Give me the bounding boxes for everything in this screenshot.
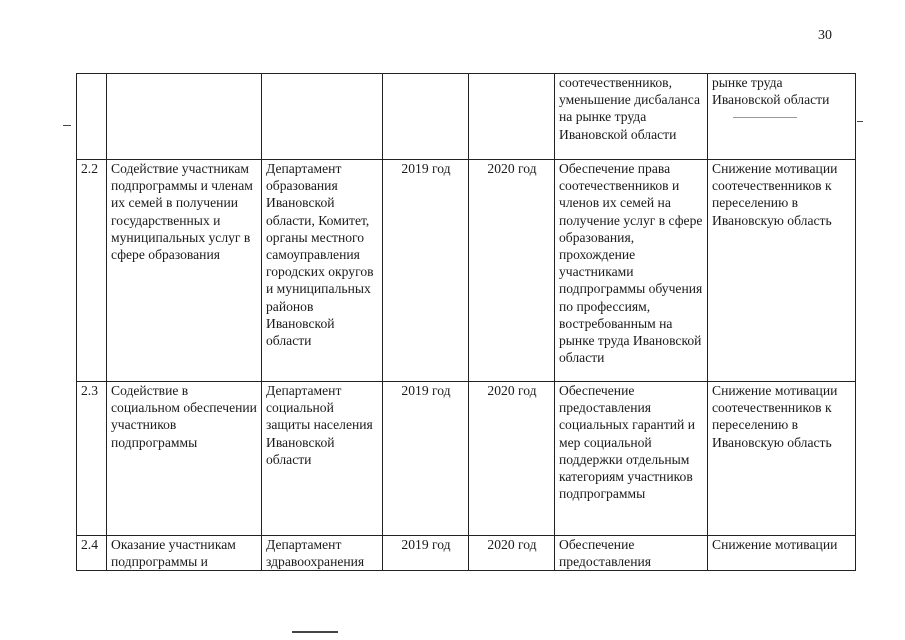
scan-mark <box>292 631 338 633</box>
end-year-cell: 2020 год <box>469 382 555 536</box>
consequence-cell: рынке труда Ивановской области <box>708 74 856 160</box>
result-cell: Обеспечение предоставления <box>555 536 708 571</box>
activity-cell: Содействие участникам подпрограммы и членам их семей в получении государственных и муниципальных услуг в сфере образования <box>107 160 262 382</box>
start-year-cell <box>383 74 469 160</box>
result-cell: соотечественников, уменьшение дисбаланса на рынке труда Ивановской области <box>555 74 708 160</box>
consequence-cell: Снижение мотивации <box>708 536 856 571</box>
activity-cell: Оказание участникам подпрограммы и <box>107 536 262 571</box>
activity-cell: Содействие в социальном обеспечении участников подпрограммы <box>107 382 262 536</box>
result-cell: Обеспечение предоставления социальных гарантий и мер социальной поддержки отдельным категориям участников подпрограммы <box>555 382 708 536</box>
executor-cell: Департамент здравоохранения <box>262 536 383 571</box>
end-year-cell <box>469 74 555 160</box>
end-year-cell: 2020 год <box>469 160 555 382</box>
measures-table <box>76 73 856 571</box>
start-year-cell: 2019 год <box>383 536 469 571</box>
consequence-cell: Снижение мотивации соотечественников к переселению в Ивановскую область <box>708 160 856 382</box>
end-year-cell: 2020 год <box>469 536 555 571</box>
scan-mark <box>857 121 863 122</box>
scan-mark <box>733 117 797 118</box>
executor-cell: Департамент образования Ивановской области, Комитет, органы местного самоуправления городских округов и муниципальных районов Ивановской области <box>262 160 383 382</box>
row-number: 2.2 <box>77 160 107 382</box>
consequence-cell: Снижение мотивации соотечественников к переселению в Ивановскую область <box>708 382 856 536</box>
activity-cell <box>107 74 262 160</box>
page-number: 30 <box>818 28 832 43</box>
start-year-cell: 2019 год <box>383 160 469 382</box>
result-cell: Обеспечение права соотечественников и членов их семей на получение услуг в сфере образования, прохождение участниками подпрограммы обучения по профессиям, востребованным на рынке труда Ивановской области <box>555 160 708 382</box>
row-number: 2.3 <box>77 382 107 536</box>
executor-cell <box>262 74 383 160</box>
table-row <box>77 160 856 382</box>
scan-mark <box>63 125 71 126</box>
table-row <box>77 382 856 536</box>
row-number: 2.4 <box>77 536 107 571</box>
executor-cell: Департамент социальной защиты населения Ивановской области <box>262 382 383 536</box>
row-number <box>77 74 107 160</box>
table-row <box>77 536 856 571</box>
start-year-cell: 2019 год <box>383 382 469 536</box>
